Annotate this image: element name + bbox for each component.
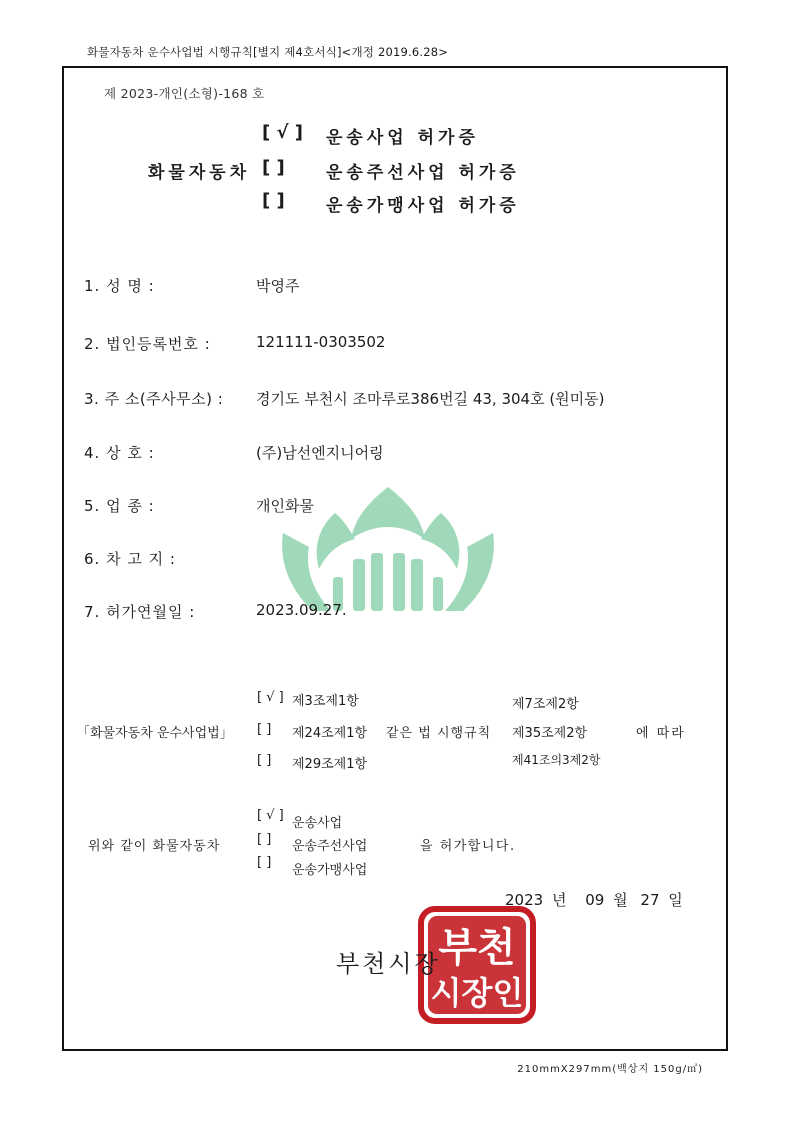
field-label-name: 1. 성 명 : <box>84 277 155 295</box>
field-value-address: 경기도 부천시 조마루로386번길 43, 304호 (원미동) <box>256 390 605 408</box>
field-value-corp-reg: 121111-0303502 <box>256 333 386 351</box>
rule-clause-1: 제7조제2항 <box>512 697 579 712</box>
issue-year-unit: 년 <box>551 891 567 909</box>
rule-clause-2: 제35조제2항 <box>512 726 588 741</box>
title-category: 화물자동차 <box>148 163 251 183</box>
field-label-garage: 6. 차 고 지 : <box>84 550 176 568</box>
field-value-business-type: 개인화물 <box>256 497 314 515</box>
law-mid-text: 같은 법 시행규칙 <box>386 726 492 741</box>
permit-option-label-2: 운송주선사업 <box>292 839 368 854</box>
issue-month-unit: 월 <box>613 891 628 909</box>
law-option-mark-3: [ ] <box>257 753 272 768</box>
field-label-company: 4. 상 호 : <box>84 444 155 462</box>
permit-option-mark-3: [ ] <box>257 855 272 870</box>
permit-option-mark-2: [ ] <box>257 832 272 847</box>
permit-number: 제 2023-개인(소형)-168 호 <box>104 86 265 101</box>
law-name: 「화물자동차 운수사업법」 <box>77 726 233 741</box>
permit-lead: 위와 같이 화물자동차 <box>88 839 221 854</box>
rule-clause-3: 제41조의3제2항 <box>512 753 601 767</box>
title-mark-2: [ ] <box>262 157 285 178</box>
field-label-permit-date: 7. 허가연월일 : <box>84 603 196 621</box>
title-mark-3: [ ] <box>262 190 285 211</box>
issue-day-unit: 일 <box>668 891 683 909</box>
law-end-text: 에 따라 <box>636 726 686 741</box>
field-value-company: (주)남선엔지니어링 <box>256 444 384 462</box>
issuer-name: 부천시장 <box>336 950 441 978</box>
law-option-clause-1: 제3조제1항 <box>292 694 359 709</box>
permit-option-mark-1: [ √ ] <box>257 808 284 823</box>
issue-month: 09 <box>585 891 605 909</box>
title-item-1: 운송사업 허가증 <box>326 128 479 148</box>
law-option-mark-2: [ ] <box>257 722 272 737</box>
field-label-business-type: 5. 업 종 : <box>84 497 155 515</box>
field-value-name: 박영주 <box>256 277 300 295</box>
field-label-address: 3. 주 소(주사무소) : <box>84 390 224 408</box>
field-value-permit-date: 2023.09.27. <box>256 601 347 619</box>
law-option-clause-2: 제24조제1항 <box>292 726 368 741</box>
issue-day: 27 <box>640 891 660 909</box>
law-option-mark-1: [ √ ] <box>257 690 284 705</box>
law-option-clause-3: 제29조제1항 <box>292 757 368 772</box>
title-mark-1: [ √ ] <box>262 122 303 143</box>
seal-text-bottom: 시장인 <box>430 974 524 1012</box>
seal-text-top: 부천 <box>438 925 516 971</box>
title-item-3: 운송가맹사업 허가증 <box>326 196 520 216</box>
permit-option-label-3: 운송가맹사업 <box>292 863 368 878</box>
issue-year: 2023 <box>505 891 544 909</box>
field-label-corp-reg: 2. 법인등록번호 : <box>84 335 211 353</box>
title-item-2: 운송주선사업 허가증 <box>326 163 520 183</box>
permit-option-label-1: 운송사업 <box>292 816 343 831</box>
paper-spec: 210mmX297mm(백상지 150g/㎡) <box>517 1064 703 1075</box>
form-header: 화물자동차 운수사업법 시행규칙[별지 제4호서식]<개정 2019.6.28> <box>87 45 449 59</box>
permit-end-text: 을 허가합니다. <box>420 839 516 854</box>
